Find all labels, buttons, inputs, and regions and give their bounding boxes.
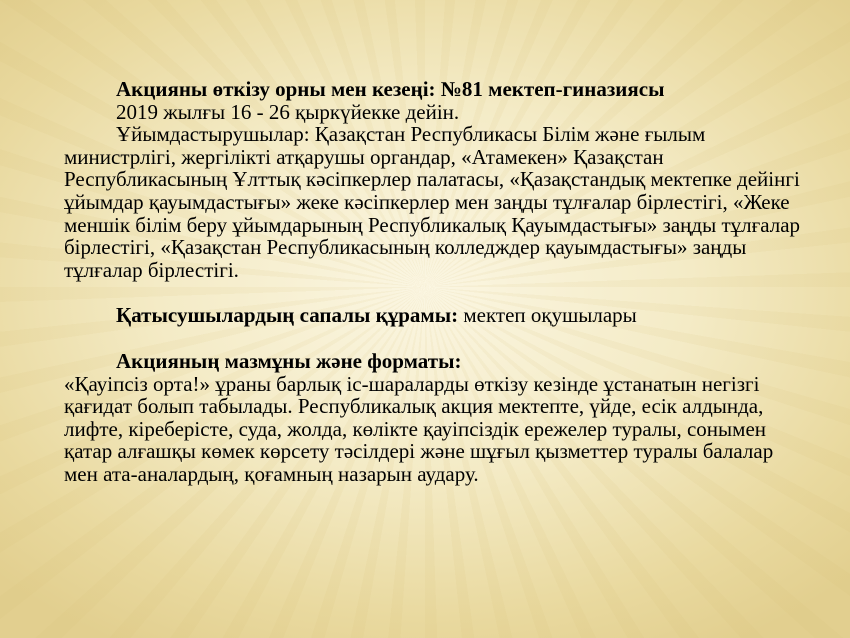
participants-value: мектеп оқушылары (458, 303, 637, 328)
slide-text-body (64, 78, 804, 486)
format-body: «Қауіпсіз орта!» ұраны барлық іс-шараларды өткізу кезінде ұстанатын негізгі қағидат болып табылады. Республикалық акция мектепте, үйде, есік алдында, лифте, кіреберісте, суда, жолда, көлікте қауіпсіздік ережелер туралы, сонымен қатар алғашқы көмек көрсету тәсілдері және шұғыл қызметтер туралы балалар мен ата-аналардың, қоғамның назарын аудару. (64, 371, 774, 486)
spacer (64, 281, 804, 304)
participants-label: Қатысушылардың сапалы құрамы: (116, 303, 459, 328)
organizers-paragraph: Ұйымдастырушылар: Қазақстан Республикасы Білім және ғылым министрлігі, жергілікті атқарушы органдар, «Атамекен» Қазақстан Республикасының Ұлттық кәсіпкерлер палатасы, «Қазақстандық мектепке дейінгі ұйымдар қауымдастығы» жеке кәсіпкерлер мен заңды тұлғалар бірлестігі, «Жеке меншік білім беру ұйымдарының Республикалық Қауымдастығы» заңды тұлғалар бірлестігі, «Қазақстан Республикасының колледждер қауымдастығы» заңды тұлғалар бірлестігі. (64, 122, 801, 282)
venue-heading: Акцияны өткізу орны мен кезеңі: №81 мектеп-гиназиясы (116, 77, 665, 101)
spacer (64, 327, 804, 350)
event-dates: 2019 жылғы 16 - 26 қыркүйекке дейін. (116, 99, 460, 124)
format-heading: Акцияның мазмұны және форматы: (116, 348, 462, 373)
participants-line (64, 304, 804, 327)
